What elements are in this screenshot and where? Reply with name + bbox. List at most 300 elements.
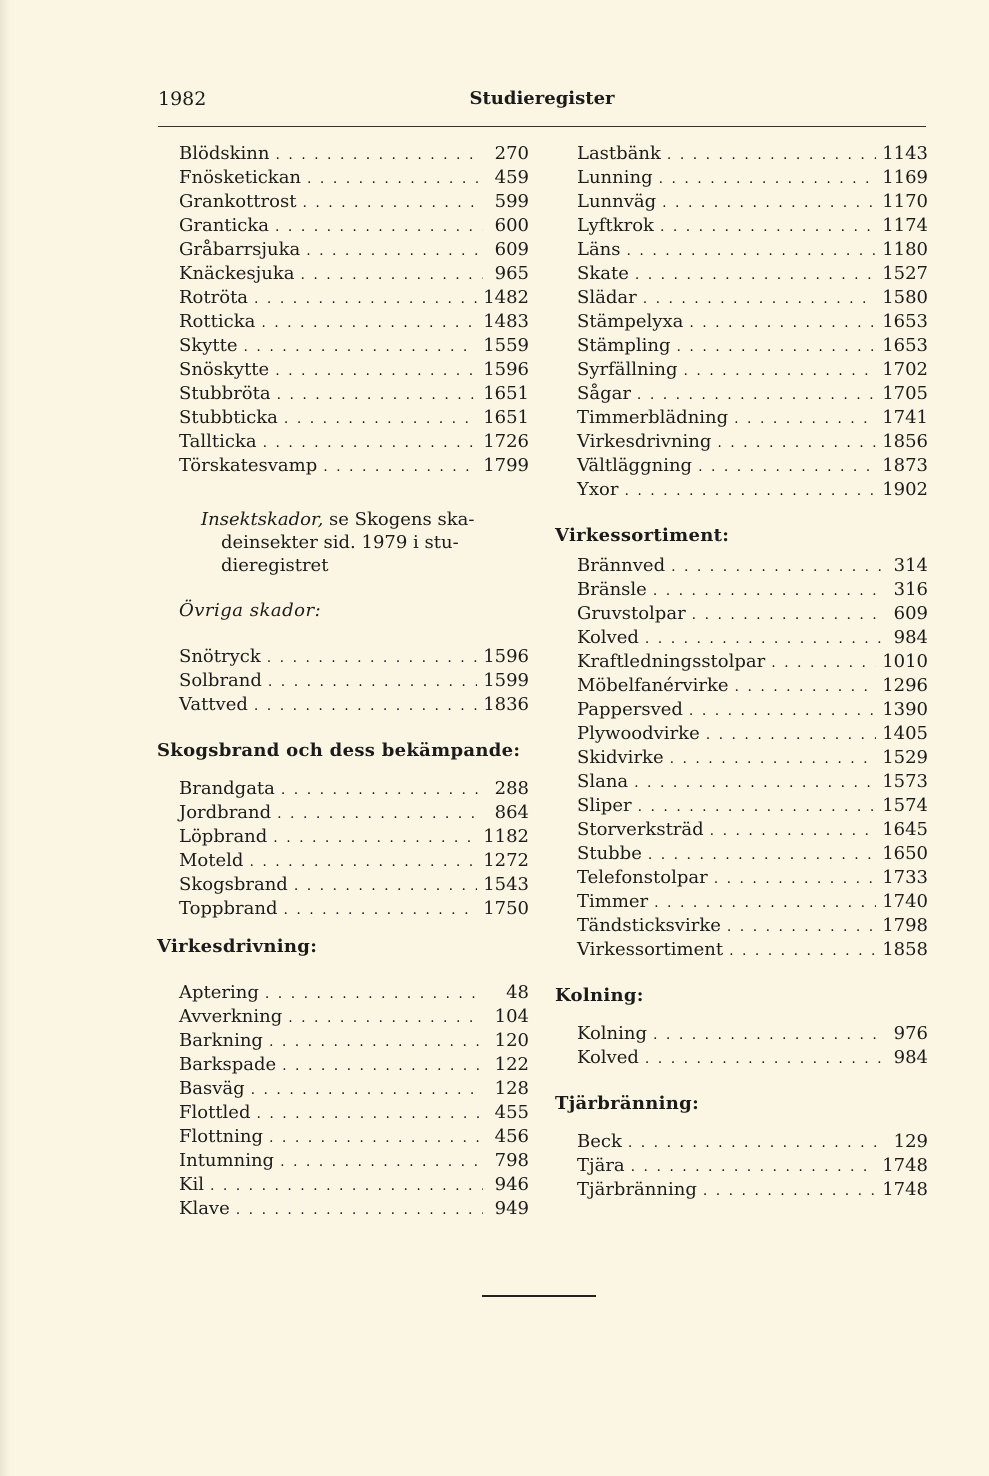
index-entry [157,1197,529,1221]
dot-leader [273,826,477,850]
dot-leader [659,167,877,191]
entry-term: Brännved [577,555,666,576]
entry-page-number: 1143 [882,143,928,164]
index-entry [555,358,928,382]
index-entry [555,1022,928,1046]
entry-page-number: 129 [893,1131,928,1152]
entry-page-number: 984 [893,627,928,648]
dot-leader [269,1126,483,1150]
dot-leader [710,819,877,843]
note-line-2: deinsekter sid. 1979 i stu- [221,532,459,553]
entry-term: Kil [179,1174,204,1195]
index-entry [157,873,529,897]
index-entry [157,286,529,310]
entry-page-number: 122 [494,1054,529,1075]
entry-term: Timmer [577,891,649,912]
dot-leader [634,771,876,795]
dot-leader [645,627,882,651]
index-entry [157,454,529,478]
dot-leader [662,191,876,215]
entry-term: Flottning [179,1126,264,1147]
entry-page-number: 1799 [483,455,529,476]
entry-term: Lunning [577,167,653,188]
index-entry [555,626,928,650]
entry-term: Slana [577,771,629,792]
entry-term: Flottled [179,1102,251,1123]
dot-leader [627,239,877,263]
entry-page-number: 455 [494,1102,529,1123]
entry-term: Lunnväg [577,191,657,212]
tjarbranning-heading: Tjärbränning: [555,1093,700,1114]
entry-term: Klave [179,1198,230,1219]
dot-leader [703,1179,876,1203]
entry-term: Tändsticksvirke [577,915,721,936]
entry-term: Skidvirke [577,747,664,768]
dot-leader [306,239,483,263]
dot-leader [689,311,876,335]
index-entry [555,866,928,890]
entry-term: Snöskytte [179,359,270,380]
index-entry [157,430,529,454]
dot-leader [706,723,876,747]
dot-leader [236,1198,483,1222]
entry-page-number: 1748 [882,1155,928,1176]
entry-term: Barkspade [179,1054,277,1075]
dot-leader [280,1150,483,1174]
dot-leader [729,939,876,963]
dot-leader [210,1174,483,1198]
entry-page-number: 1580 [882,287,928,308]
left-column [157,142,529,1221]
dot-leader [734,407,876,431]
index-entry [157,262,529,286]
entry-page-number: 1856 [882,431,928,452]
dot-leader [249,850,477,874]
dot-leader [698,455,876,479]
index-entry [157,1005,529,1029]
end-rule [482,1295,596,1297]
entry-page-number: 946 [494,1174,529,1195]
entry-page-number: 1653 [882,335,928,356]
index-entry [555,406,928,430]
dot-leader [670,747,877,771]
index-entry [157,849,529,873]
entry-term: Tjära [577,1155,625,1176]
index-entry [555,190,928,214]
dot-leader [624,479,876,503]
dot-leader [275,143,483,167]
entry-page-number: 1390 [882,699,928,720]
list-group-virkesdrivning [157,981,529,1221]
entry-term: Blödskinn [179,143,270,164]
dot-leader [683,359,876,383]
entry-term: Törskatesvamp [179,455,318,476]
entry-term: Pappersved [577,699,683,720]
dot-leader [267,646,477,670]
entry-page-number: 1543 [483,874,529,895]
dot-leader [268,670,477,694]
entry-term: Rotticka [179,311,256,332]
entry-page-number: 1174 [882,215,928,236]
index-entry [555,698,928,722]
dot-leader [261,311,477,335]
entry-term: Vältläggning [577,455,693,476]
dot-leader [283,898,477,922]
entry-page-number: 1169 [882,167,928,188]
entry-term: Knäckesjuka [179,263,295,284]
dot-leader [714,867,877,891]
dot-leader [275,215,483,239]
index-entry [555,890,928,914]
entry-term: Gråbarrsjuka [179,239,301,260]
entry-term: Lastbänk [577,143,661,164]
entry-term: Stämpelyxa [577,311,684,332]
entry-page-number: 1405 [882,723,928,744]
entry-page-number: 1798 [882,915,928,936]
entry-page-number: 1750 [483,898,529,919]
dot-leader [638,795,877,819]
entry-term: Aptering [179,982,259,1003]
index-entry [555,578,928,602]
index-entry [555,430,928,454]
entry-term: Brandgata [179,778,275,799]
index-entry [157,238,529,262]
dot-leader [251,1078,483,1102]
entry-term: Toppbrand [179,898,278,919]
index-entry [157,166,529,190]
entry-page-number: 1529 [882,747,928,768]
index-entry [555,770,928,794]
index-entry [555,722,928,746]
index-entry [555,454,928,478]
index-entry [157,1029,529,1053]
index-entry [555,794,928,818]
running-title: Studieregister [469,88,615,109]
dot-leader [244,335,478,359]
entry-term: Snötryck [179,646,261,667]
entry-page-number: 120 [494,1030,529,1051]
kolning-heading: Kolning: [555,985,644,1006]
entry-term: Telefonstolpar [577,867,708,888]
index-entry [157,1053,529,1077]
entry-page-number: 599 [494,191,529,212]
index-entry [555,1154,928,1178]
dot-leader [667,143,876,167]
entry-page-number: 949 [494,1198,529,1219]
dot-leader [648,843,876,867]
entry-term: Bränsle [577,579,647,600]
dot-leader [717,431,876,455]
dot-leader [635,263,876,287]
entry-term: Storverksträd [577,819,704,840]
index-entry [157,1077,529,1101]
note-line-3: dieregistret [221,555,329,576]
index-entry [555,1046,928,1070]
dot-leader [254,694,477,718]
entry-page-number: 1596 [483,359,529,380]
entry-page-number: 1726 [483,431,529,452]
index-entry [555,142,928,166]
entry-term: Syrfällning [577,359,678,380]
entry-page-number: 288 [494,778,529,799]
entry-page-number: 1559 [483,335,529,356]
page-header [158,88,926,118]
dot-leader [660,215,876,239]
entry-term: Gruvstolpar [577,603,686,624]
entry-page-number: 609 [494,239,529,260]
index-entry [157,897,529,921]
entry-term: Intumning [179,1150,275,1171]
dot-leader [727,915,876,939]
entry-page-number: 1010 [882,651,928,672]
entry-page-number: 1873 [882,455,928,476]
dot-leader [654,891,876,915]
index-entry [555,842,928,866]
list-group-virkessortiment [555,554,928,962]
index-entry [555,602,928,626]
dot-leader [277,802,483,826]
dot-leader [692,603,882,627]
entry-term: Avverkning [179,1006,283,1027]
entry-term: Kolning [577,1023,648,1044]
entry-term: Barkning [179,1030,263,1051]
entry-term: Lyftkrok [577,215,654,236]
entry-page-number: 1748 [882,1179,928,1200]
entry-term: Vattved [179,694,248,715]
dot-leader [637,383,876,407]
skogsbrand-heading: Skogsbrand och dess bekämpande: [157,740,521,761]
entry-term: Rotröta [179,287,249,308]
entry-term: Stubbe [577,843,642,864]
entry-page-number: 104 [494,1006,529,1027]
note-italic-term: Insektskador, [201,509,324,530]
entry-term: Virkesdrivning [577,431,712,452]
index-entry [157,1149,529,1173]
dot-leader [307,167,483,191]
entry-page-number: 1702 [882,359,928,380]
entry-term: Plywoodvirke [577,723,700,744]
dot-leader [323,455,477,479]
entry-term: Skogsbrand [179,874,288,895]
dot-leader [300,263,483,287]
entry-page-number: 270 [494,143,529,164]
index-entry [157,142,529,166]
index-entry [555,262,928,286]
list-group-virkesdrivning-cont [555,142,928,502]
entry-page-number: 1596 [483,646,529,667]
index-entry [157,334,529,358]
dot-leader [269,1030,483,1054]
entry-page-number: 456 [494,1126,529,1147]
index-entry [555,746,928,770]
index-entry [157,1101,529,1125]
index-entry [157,190,529,214]
dot-leader [282,1054,483,1078]
entry-term: Yxor [577,479,619,500]
entry-page-number: 1599 [483,670,529,691]
entry-page-number: 1574 [882,795,928,816]
entry-page-number: 864 [494,802,529,823]
dot-leader [275,359,477,383]
index-entry [157,406,529,430]
dot-leader [265,982,483,1006]
index-entry [555,914,928,938]
index-entry [157,1125,529,1149]
entry-page-number: 984 [893,1047,928,1068]
ovriga-skador-heading: Övriga skador: [179,600,322,621]
entry-term: Stubbröta [179,383,271,404]
entry-term: Virkessortiment [577,939,724,960]
virkesdrivning-heading: Virkesdrivning: [157,936,318,957]
dot-leader [263,431,478,455]
entry-page-number: 1733 [882,867,928,888]
entry-page-number: 1483 [483,311,529,332]
entry-page-number: 1902 [882,479,928,500]
index-entry [555,938,928,962]
index-entry [157,801,529,825]
entry-page-number: 1741 [882,407,928,428]
entry-term: Slädar [577,287,637,308]
entry-term: Beck [577,1131,622,1152]
index-entry [555,310,928,334]
dot-leader [671,555,882,579]
dot-leader [689,699,876,723]
index-entry [555,382,928,406]
dot-leader [628,1131,882,1155]
page-edge-shadow [0,0,10,1476]
index-entry [555,1178,928,1202]
entry-term: Sliper [577,795,632,816]
entry-term: Tallticka [179,431,257,452]
entry-page-number: 459 [494,167,529,188]
dot-leader [294,874,477,898]
index-entry [157,693,529,717]
entry-page-number: 600 [494,215,529,236]
entry-page-number: 128 [494,1078,529,1099]
entry-page-number: 1182 [483,826,529,847]
entry-page-number: 1527 [882,263,928,284]
entry-term: Sågar [577,383,631,404]
entry-page-number: 965 [494,263,529,284]
entry-page-number: 1272 [483,850,529,871]
list-group-rot [157,142,529,478]
entry-page-number: 1740 [882,891,928,912]
entry-page-number: 316 [893,579,928,600]
dot-leader [735,675,877,699]
entry-term: Moteld [179,850,244,871]
dot-leader [631,1155,877,1179]
entry-term: Kraftledningsstolpar [577,651,766,672]
entry-term: Solbrand [179,670,262,691]
entry-term: Timmerblädning [577,407,729,428]
entry-page-number: 1858 [882,939,928,960]
dot-leader [254,287,477,311]
entry-term: Kolved [577,627,639,648]
list-group-tjarbranning [555,1130,928,1202]
entry-term: Skate [577,263,629,284]
dot-leader [771,651,876,675]
dot-leader [645,1047,882,1071]
list-group-ovriga [157,645,529,717]
index-entry [157,669,529,693]
entry-term: Stämpling [577,335,671,356]
entry-term: Grankottrost [179,191,297,212]
dot-leader [677,335,877,359]
entry-term: Löpbrand [179,826,268,847]
index-entry [555,238,928,262]
entry-term: Basväg [179,1078,245,1099]
insektskador-note [157,508,529,577]
entry-page-number: 1705 [882,383,928,404]
entry-page-number: 1296 [882,675,928,696]
index-entry [157,382,529,406]
index-entry [555,166,928,190]
index-entry [555,650,928,674]
entry-page-number: 1651 [483,407,529,428]
right-column [555,142,928,1202]
entry-page-number: 1170 [882,191,928,212]
list-group-skogsbrand [157,777,529,921]
entry-page-number: 976 [893,1023,928,1044]
dot-leader [653,1023,882,1047]
index-entry [157,777,529,801]
entry-page-number: 1651 [483,383,529,404]
index-entry [157,214,529,238]
index-entry [157,310,529,334]
entry-page-number: 1645 [882,819,928,840]
entry-term: Läns [577,239,621,260]
index-entry [555,818,928,842]
entry-page-number: 1650 [882,843,928,864]
index-entry [555,674,928,698]
entry-page-number: 1836 [483,694,529,715]
note-line-1: se Skogens ska- [323,509,475,530]
dot-leader [256,1102,483,1126]
entry-term: Granticka [179,215,270,236]
entry-term: Stubbticka [179,407,278,428]
entry-page-number: 1653 [882,311,928,332]
entry-term: Fnösketickan [179,167,302,188]
index-entry [555,554,928,578]
index-entry [157,358,529,382]
dot-leader [284,407,477,431]
entry-term: Möbelfanérvirke [577,675,729,696]
dot-leader [277,383,478,407]
entry-term: Skytte [179,335,238,356]
index-entry [157,1173,529,1197]
list-group-kolning [555,1022,928,1070]
dot-leader [288,1006,483,1030]
dot-leader [643,287,877,311]
entry-term: Jordbrand [179,802,272,823]
entry-page-number: 798 [494,1150,529,1171]
index-entry [157,981,529,1005]
dot-leader [281,778,483,802]
index-entry [555,478,928,502]
header-rule [158,126,926,127]
entry-term: Kolved [577,1047,639,1068]
index-entry [555,334,928,358]
index-entry [555,1130,928,1154]
entry-page-number: 48 [506,982,529,1003]
entry-page-number: 314 [893,555,928,576]
entry-page-number: 1482 [483,287,529,308]
index-entry [555,286,928,310]
entry-page-number: 1573 [882,771,928,792]
page-number: 1982 [158,88,207,110]
index-entry [555,214,928,238]
dot-leader [653,579,882,603]
